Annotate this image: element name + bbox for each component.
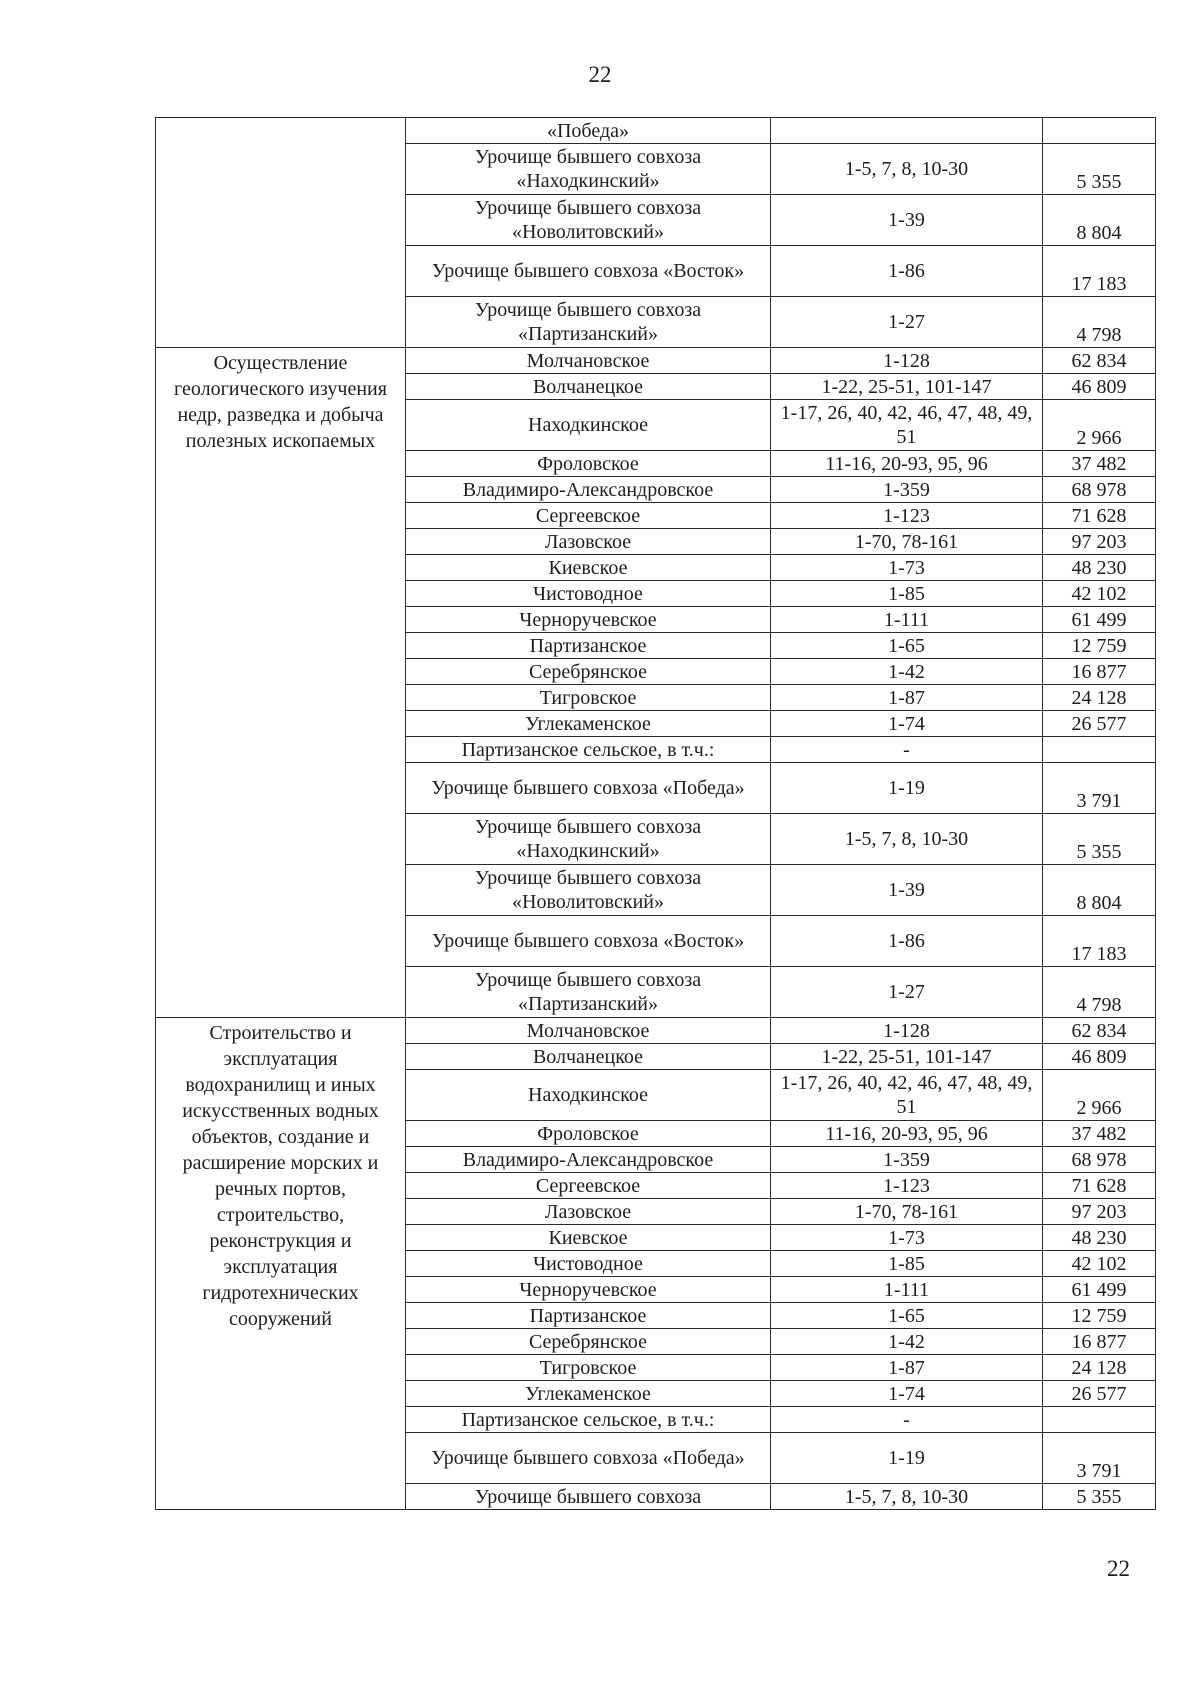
plot-numbers-cell: 1-65	[771, 1303, 1043, 1329]
forestry-name-cell: Сергеевское	[406, 1173, 771, 1199]
forestry-name-cell: Урочище бывшего совхоза «Партизанский»	[406, 967, 771, 1018]
plot-numbers-cell: 1-42	[771, 1329, 1043, 1355]
forestry-name-cell: Углекаменское	[406, 711, 771, 737]
plot-numbers-cell: 1-73	[771, 555, 1043, 581]
forestry-name-cell: Волчанецкое	[406, 374, 771, 400]
area-cell: 17 183	[1043, 916, 1156, 967]
plot-numbers-cell: 1-22, 25-51, 101-147	[771, 1044, 1043, 1070]
area-cell: 16 877	[1043, 659, 1156, 685]
plot-numbers-cell: 1-22, 25-51, 101-147	[771, 374, 1043, 400]
area-cell: 42 102	[1043, 1251, 1156, 1277]
forestry-name-cell: Урочище бывшего совхоза «Находкинский»	[406, 144, 771, 195]
area-cell: 12 759	[1043, 633, 1156, 659]
area-cell: 46 809	[1043, 374, 1156, 400]
forestry-name-cell: Урочище бывшего совхоза «Восток»	[406, 916, 771, 967]
forestry-name-cell: Киевское	[406, 555, 771, 581]
area-cell: 5 355	[1043, 814, 1156, 865]
page-number-top: 22	[588, 62, 612, 87]
forestry-name-cell: Владимиро-Александровское	[406, 1147, 771, 1173]
plot-numbers-cell: 1-86	[771, 246, 1043, 297]
forestry-name-cell: Партизанское сельское, в т.ч.:	[406, 737, 771, 763]
area-cell: 37 482	[1043, 451, 1156, 477]
table-row	[156, 1018, 1156, 1044]
plot-numbers-cell: 11-16, 20-93, 95, 96	[771, 451, 1043, 477]
page-number-bottom: 22	[1107, 1556, 1130, 1581]
forestry-name-cell: Урочище бывшего совхоза «Новолитовский»	[406, 195, 771, 246]
area-cell	[1043, 737, 1156, 763]
forestry-name-cell: Лазовское	[406, 1199, 771, 1225]
area-cell: 68 978	[1043, 477, 1156, 503]
plot-numbers-cell: 1-27	[771, 967, 1043, 1018]
activity-type-cell: Строительство и эксплуатация водохранилищ и иных искусственных водных объектов, создание и расширение морских и речных портов, строительство, реконструкция и эксплуатация гидротехнических сооружений	[156, 1018, 406, 1510]
area-cell: 46 809	[1043, 1044, 1156, 1070]
plot-numbers-cell: -	[771, 1407, 1043, 1433]
area-cell: 61 499	[1043, 1277, 1156, 1303]
forestry-name-cell: Тигровское	[406, 1355, 771, 1381]
plot-numbers-cell: 1-19	[771, 1433, 1043, 1484]
forestry-name-cell: Находкинское	[406, 400, 771, 451]
forestry-name-cell: «Победа»	[406, 118, 771, 144]
plot-numbers-cell: 1-128	[771, 348, 1043, 374]
plot-numbers-cell: 1-359	[771, 477, 1043, 503]
area-cell: 8 804	[1043, 195, 1156, 246]
plot-numbers-cell: 1-87	[771, 1355, 1043, 1381]
area-cell	[1043, 1407, 1156, 1433]
area-cell: 2 966	[1043, 1070, 1156, 1121]
area-cell: 62 834	[1043, 1018, 1156, 1044]
forestry-name-cell: Молчановское	[406, 348, 771, 374]
table-row	[156, 118, 1156, 144]
area-cell: 3 791	[1043, 763, 1156, 814]
area-cell: 4 798	[1043, 297, 1156, 348]
area-cell: 48 230	[1043, 1225, 1156, 1251]
area-cell: 24 128	[1043, 685, 1156, 711]
plot-numbers-cell: 11-16, 20-93, 95, 96	[771, 1121, 1043, 1147]
plot-numbers-cell: 1-17, 26, 40, 42, 46, 47, 48, 49, 51	[771, 400, 1043, 451]
area-cell: 97 203	[1043, 529, 1156, 555]
plot-numbers-cell: 1-85	[771, 1251, 1043, 1277]
plot-numbers-cell: 1-5, 7, 8, 10-30	[771, 814, 1043, 865]
activity-type-cell: Осуществление геологического изучения недр, разведка и добыча полезных ископаемых	[156, 348, 406, 1018]
plot-numbers-cell: 1-73	[771, 1225, 1043, 1251]
plot-numbers-cell: 1-70, 78-161	[771, 1199, 1043, 1225]
forestry-name-cell: Урочище бывшего совхоза «Победа»	[406, 1433, 771, 1484]
forestry-name-cell: Киевское	[406, 1225, 771, 1251]
forestry-name-cell: Чистоводное	[406, 581, 771, 607]
forestry-name-cell: Фроловское	[406, 451, 771, 477]
area-cell: 61 499	[1043, 607, 1156, 633]
plot-numbers-cell: 1-123	[771, 1173, 1043, 1199]
forestry-name-cell: Урочище бывшего совхоза	[406, 1484, 771, 1510]
plot-numbers-cell: 1-39	[771, 195, 1043, 246]
area-cell: 24 128	[1043, 1355, 1156, 1381]
plot-numbers-cell: 1-5, 7, 8, 10-30	[771, 144, 1043, 195]
land-plots-table	[155, 117, 1156, 1510]
plot-numbers-cell: 1-87	[771, 685, 1043, 711]
plot-numbers-cell: 1-42	[771, 659, 1043, 685]
area-cell: 71 628	[1043, 1173, 1156, 1199]
plot-numbers-cell: 1-359	[771, 1147, 1043, 1173]
forestry-name-cell: Сергеевское	[406, 503, 771, 529]
area-cell: 62 834	[1043, 348, 1156, 374]
activity-type-cell	[156, 118, 406, 348]
plot-numbers-cell: 1-111	[771, 1277, 1043, 1303]
area-cell: 2 966	[1043, 400, 1156, 451]
forestry-name-cell: Фроловское	[406, 1121, 771, 1147]
forestry-name-cell: Партизанское сельское, в т.ч.:	[406, 1407, 771, 1433]
forestry-name-cell: Серебрянское	[406, 659, 771, 685]
area-cell: 5 355	[1043, 144, 1156, 195]
forestry-name-cell: Находкинское	[406, 1070, 771, 1121]
forestry-name-cell: Углекаменское	[406, 1381, 771, 1407]
area-cell	[1043, 118, 1156, 144]
area-cell: 17 183	[1043, 246, 1156, 297]
area-cell: 3 791	[1043, 1433, 1156, 1484]
area-cell: 42 102	[1043, 581, 1156, 607]
forestry-name-cell: Молчановское	[406, 1018, 771, 1044]
plot-numbers-cell: 1-27	[771, 297, 1043, 348]
area-cell: 26 577	[1043, 711, 1156, 737]
forestry-name-cell: Волчанецкое	[406, 1044, 771, 1070]
forestry-name-cell: Владимиро-Александровское	[406, 477, 771, 503]
plot-numbers-cell: 1-19	[771, 763, 1043, 814]
forestry-name-cell: Партизанское	[406, 633, 771, 659]
plot-numbers-cell: 1-5, 7, 8, 10-30	[771, 1484, 1043, 1510]
table-row	[156, 348, 1156, 374]
area-cell: 16 877	[1043, 1329, 1156, 1355]
forestry-name-cell: Лазовское	[406, 529, 771, 555]
forestry-name-cell: Урочище бывшего совхоза «Новолитовский»	[406, 865, 771, 916]
forestry-name-cell: Урочище бывшего совхоза «Победа»	[406, 763, 771, 814]
area-cell: 37 482	[1043, 1121, 1156, 1147]
plot-numbers-cell: 1-70, 78-161	[771, 529, 1043, 555]
forestry-name-cell: Черноручевское	[406, 1277, 771, 1303]
plot-numbers-cell: 1-74	[771, 711, 1043, 737]
forestry-name-cell: Урочище бывшего совхоза «Находкинский»	[406, 814, 771, 865]
area-cell: 8 804	[1043, 865, 1156, 916]
area-cell: 26 577	[1043, 1381, 1156, 1407]
plot-numbers-cell: 1-65	[771, 633, 1043, 659]
plot-numbers-cell: 1-111	[771, 607, 1043, 633]
plot-numbers-cell: 1-85	[771, 581, 1043, 607]
forestry-name-cell: Серебрянское	[406, 1329, 771, 1355]
forestry-name-cell: Урочище бывшего совхоза «Восток»	[406, 246, 771, 297]
plot-numbers-cell: -	[771, 737, 1043, 763]
plot-numbers-cell: 1-17, 26, 40, 42, 46, 47, 48, 49, 51	[771, 1070, 1043, 1121]
forestry-name-cell: Урочище бывшего совхоза «Партизанский»	[406, 297, 771, 348]
area-cell: 97 203	[1043, 1199, 1156, 1225]
plot-numbers-cell: 1-74	[771, 1381, 1043, 1407]
plot-numbers-cell: 1-86	[771, 916, 1043, 967]
plot-numbers-cell: 1-123	[771, 503, 1043, 529]
area-cell: 71 628	[1043, 503, 1156, 529]
forestry-name-cell: Тигровское	[406, 685, 771, 711]
plot-numbers-cell: 1-39	[771, 865, 1043, 916]
forestry-name-cell: Чистоводное	[406, 1251, 771, 1277]
plot-numbers-cell: 1-128	[771, 1018, 1043, 1044]
area-cell: 4 798	[1043, 967, 1156, 1018]
area-cell: 48 230	[1043, 555, 1156, 581]
area-cell: 68 978	[1043, 1147, 1156, 1173]
forestry-name-cell: Партизанское	[406, 1303, 771, 1329]
area-cell: 12 759	[1043, 1303, 1156, 1329]
area-cell: 5 355	[1043, 1484, 1156, 1510]
plot-numbers-cell	[771, 118, 1043, 144]
forestry-name-cell: Черноручевское	[406, 607, 771, 633]
